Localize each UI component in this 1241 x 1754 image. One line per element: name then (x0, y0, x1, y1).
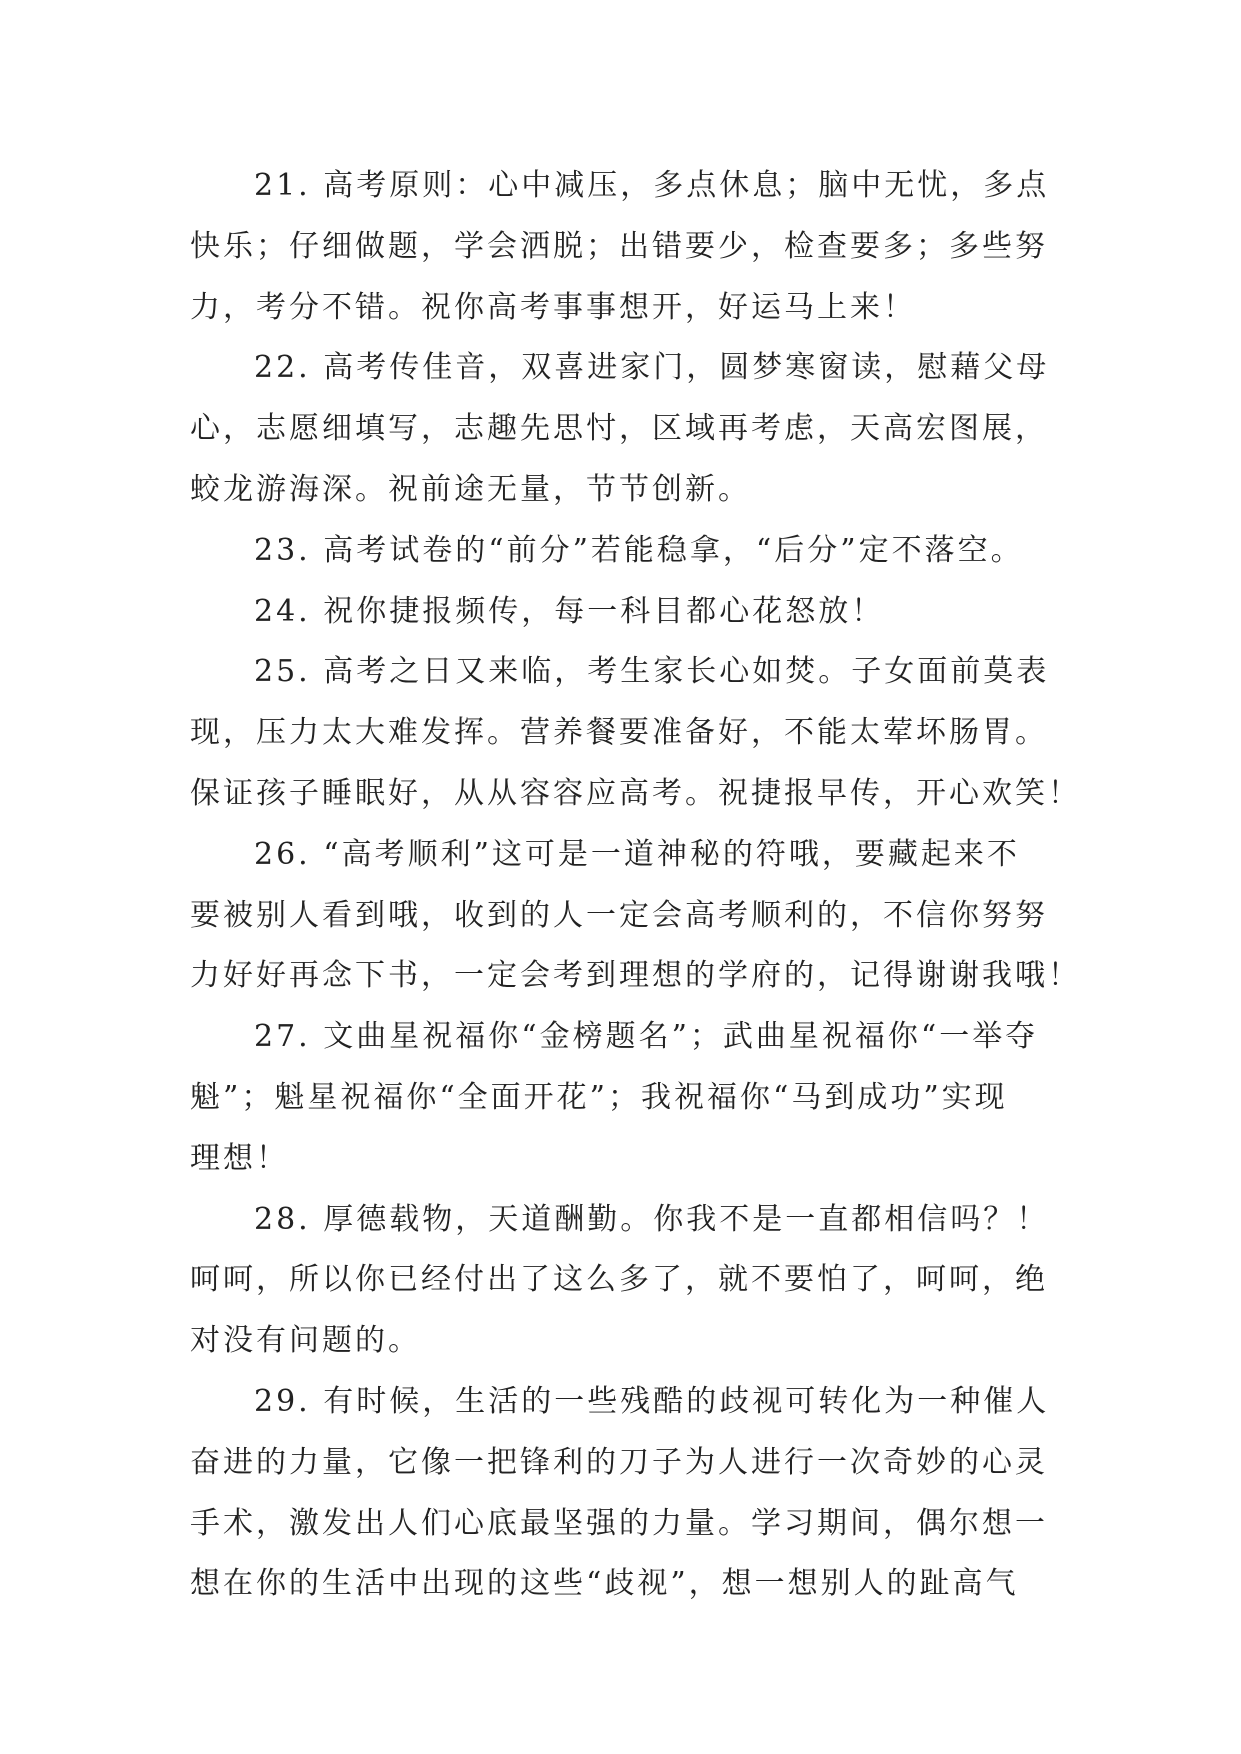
paragraph-line: 力好好再念下书，一定会考到理想的学府的，记得谢谢我哦！ (190, 958, 1081, 994)
paragraph-29 (190, 1372, 1060, 1615)
paragraph-23 (190, 521, 1060, 582)
paragraph-line: 蛟龙游海深。祝前途无量，节节创新。 (190, 471, 751, 507)
paragraph-line: 魁”；魁星祝福你“全面开花”；我祝福你“马到成功”实现 (190, 1079, 1008, 1115)
paragraph-line: 手术，激发出人们心底最坚强的力量。学习期间，偶尔想一 (190, 1505, 1048, 1541)
paragraph-line: 29. 有时候，生活的一些残酷的歧视可转化为一种催人 (254, 1383, 1050, 1419)
paragraph-21 (190, 156, 1060, 338)
paragraph-22 (190, 338, 1060, 520)
paragraph-line: 23. 高考试卷的“前分”若能稳拿，“后分”定不落空。 (254, 532, 1024, 568)
paragraph-line: 快乐；仔细做题，学会洒脱；出错要少，检查要多；多些努 (190, 228, 1048, 264)
paragraph-27 (190, 1007, 1060, 1189)
paragraph-line: 28. 厚德载物，天道酬勤。你我不是一直都相信吗？！ (254, 1201, 1050, 1237)
paragraph-line: 21. 高考原则：心中减压，多点休息；脑中无忧，多点 (254, 168, 1050, 203)
paragraph-line: 想在你的生活中出现的这些“歧视”，想一想别人的趾高气 (190, 1566, 1019, 1602)
paragraph-24 (190, 582, 1060, 643)
paragraph-line: 对没有问题的。 (190, 1323, 421, 1359)
paragraph-28 (190, 1190, 1060, 1372)
paragraph-line: 要被别人看到哦，收到的人一定会高考顺利的，不信你努努 (190, 897, 1048, 933)
paragraph-line: 理想！ (190, 1140, 289, 1176)
document-body (190, 156, 1081, 1615)
paragraph-line: 奋进的力量，它像一把锋利的刀子为人进行一次奇妙的心灵 (190, 1444, 1048, 1480)
paragraph-line: 25. 高考之日又来临，考生家长心如焚。子女面前莫表 (254, 654, 1050, 690)
paragraph-line: 22. 高考传佳音，双喜进家门，圆梦寒窗读，慰藉父母 (254, 350, 1050, 386)
paragraph-line: 26. “高考顺利”这可是一道神秘的符哦，要藏起来不 (254, 836, 1020, 872)
paragraph-line: 27. 文曲星祝福你“金榜题名”；武曲星祝福你“一举夺 (254, 1019, 1039, 1055)
paragraph-line: 保证孩子睡眠好，从从容容应高考。祝捷报早传，开心欢笑！ (190, 775, 1081, 811)
paragraph-26 (190, 825, 1081, 1007)
paragraph-line: 24. 祝你捷报频传，每一科目都心花怒放！ (254, 593, 885, 629)
paragraph-25 (190, 642, 1081, 824)
paragraph-line: 心，志愿细填写，志趣先思忖，区域再考虑，天高宏图展， (190, 411, 1048, 447)
paragraph-line: 现，压力太大难发挥。营养餐要准备好，不能太荤坏肠胃。 (190, 715, 1048, 751)
paragraph-line: 力，考分不错。祝你高考事事想开，好运马上来！ (190, 289, 916, 325)
paragraph-line: 呵呵，所以你已经付出了这么多了，就不要怕了，呵呵，绝 (190, 1262, 1048, 1298)
